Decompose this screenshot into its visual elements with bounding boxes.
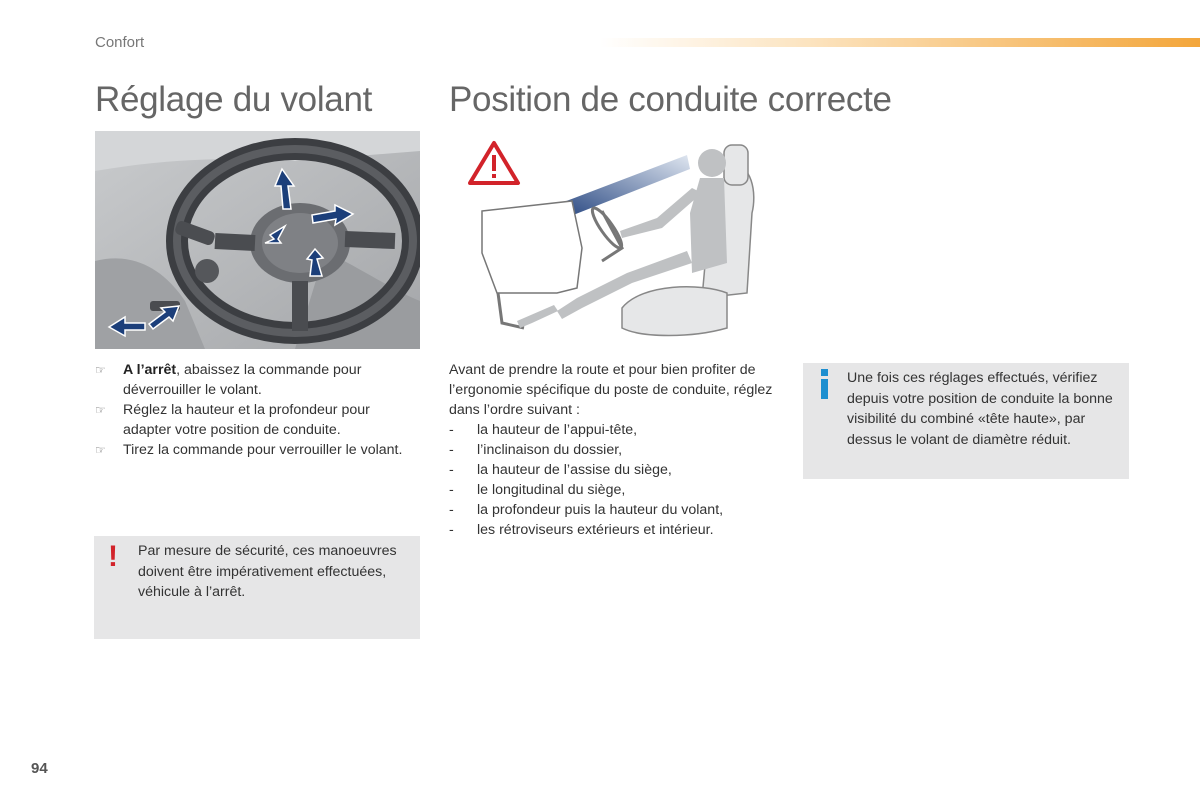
title-correct-driving-position: Position de conduite correcte — [449, 80, 892, 119]
page-number: 94 — [31, 760, 48, 777]
info-note-box — [803, 363, 1129, 479]
dash-bullet: - — [449, 522, 454, 538]
list-item-text: les rétroviseurs extérieurs et intérieur. — [477, 522, 714, 538]
unlock-steps-list — [95, 360, 415, 460]
pointing-hand-icon: ☞ — [95, 403, 106, 417]
safety-warning-box — [94, 536, 420, 639]
info-icon — [818, 369, 830, 399]
dash-bullet: - — [449, 482, 454, 498]
title-steering-wheel-adjustment: Réglage du volant — [95, 80, 373, 119]
list-item-text: la hauteur de l’assise du siège, — [477, 462, 672, 478]
warning-text: Par mesure de sécurité, ces manoeuvres doivent être impérativement effectuées, véhicule à l’arrêt. — [138, 543, 397, 600]
dash-bullet: - — [449, 502, 454, 518]
list-item-text: la profondeur puis la hauteur du volant, — [477, 502, 724, 518]
section-label: Confort — [95, 34, 145, 51]
exclamation-icon: ! — [108, 540, 118, 573]
list-item-text: l’inclinaison du dossier, — [477, 442, 623, 458]
step-text: , abaissez la commande pour déverrouiller le volant. — [123, 362, 362, 398]
adjustment-order-list — [449, 420, 784, 540]
step-item — [95, 360, 415, 400]
dash-bullet: - — [449, 442, 454, 458]
step-text: Tirez la commande pour verrouiller le volant. — [123, 442, 403, 458]
dash-bullet: - — [449, 422, 454, 438]
warning-triangle-icon — [470, 143, 518, 183]
list-item-text: le longitudinal du siège, — [477, 482, 626, 498]
list-item — [449, 520, 784, 540]
step-emphasis: A l’arrêt — [123, 362, 177, 378]
header-accent-bar — [600, 38, 1200, 47]
steering-wheel-illustration — [95, 131, 420, 349]
list-item-text: la hauteur de l’appui-tête, — [477, 422, 638, 438]
list-item — [449, 440, 784, 460]
step-item — [95, 440, 415, 460]
list-item — [449, 480, 784, 500]
info-text: Une fois ces réglages effectués, vérifiez depuis votre position de conduite la bonne visibilité du combiné «tête haute», par dessus le volant de diamètre réduit. — [847, 370, 1113, 448]
intro-paragraph: Avant de prendre la route et pour bien profiter de l’ergonomie spécifique du poste de conduite, réglez dans l’ordre suivant : — [449, 362, 773, 418]
pointing-hand-icon: ☞ — [95, 363, 106, 377]
dash-bullet: - — [449, 462, 454, 478]
list-item — [449, 420, 784, 440]
driving-posture-illustration — [462, 133, 772, 343]
pointing-hand-icon: ☞ — [95, 443, 106, 457]
driving-posture-drawing — [462, 133, 772, 343]
list-item — [449, 500, 784, 520]
step-item — [95, 400, 415, 440]
list-item — [449, 460, 784, 480]
step-text: Réglez la hauteur et la profondeur pour adapter votre position de conduite. — [123, 402, 370, 438]
steering-wheel-drawing — [95, 131, 420, 349]
